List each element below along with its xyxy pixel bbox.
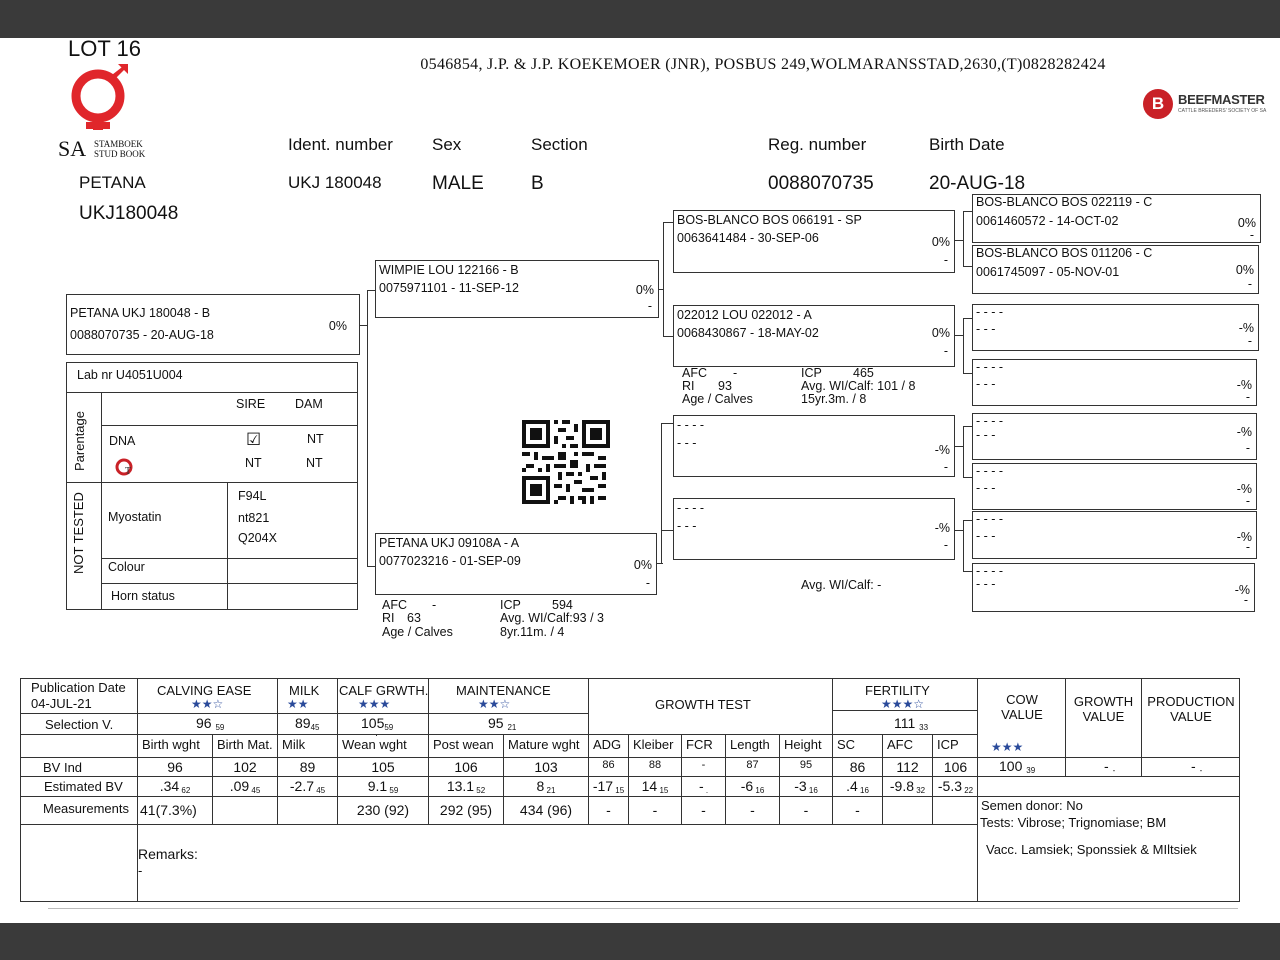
milk-stars: ★★ <box>287 697 309 711</box>
sire-sire-box: BOS-BLANCO BOS 066191 - SP 0063641484 - 30-SEP-06 0% - <box>673 210 955 273</box>
measurement-value-11: - <box>855 802 860 818</box>
sire-box: WIMPIE LOU 122166 - B 0075971101 - 11-SEP-12 0% - <box>375 260 659 318</box>
dam-icp-label: ICP <box>500 598 521 612</box>
maintenance-stars: ★★☆ <box>478 697 511 711</box>
sire-dam-afc-label: AFC <box>682 366 707 380</box>
semen-donor: Semen donor: No <box>981 798 1083 813</box>
bv-value-13: 106 <box>943 759 968 775</box>
dam-age-label: Age / Calves <box>382 625 453 639</box>
calving-ease-header: CALVING EASE <box>157 683 252 698</box>
selection-label: Selection V. <box>45 717 114 732</box>
sire-dam-ri-value: 93 <box>718 379 732 393</box>
ggp-box-4: - - - - - - - -% - <box>972 359 1257 406</box>
lot-number: LOT 16 <box>68 36 141 61</box>
cow-value-stars: ★★★ <box>991 740 1024 754</box>
ident-value: UKJ 180048 <box>288 173 382 192</box>
sex-value: MALE <box>432 173 484 194</box>
dam-afc-label: AFC <box>382 598 407 612</box>
footer-divider <box>48 908 1238 909</box>
animal-code: UKJ180048 <box>79 203 179 224</box>
col-header-9: Length <box>730 737 770 752</box>
beefmaster-logo-text: BEEFMASTER <box>1178 92 1265 107</box>
bv-value-0: 96 <box>167 759 183 775</box>
publication-date-value: 04-JUL-21 <box>31 696 92 711</box>
bv-ind-label: BV Ind <box>43 760 83 775</box>
beefmaster-logo-subtext: CATTLE BREEDERS' SOCIETY OF SA <box>1178 108 1267 114</box>
ident-label: Ident. number <box>288 135 393 154</box>
cow-value-header: COW VALUE <box>1001 692 1043 722</box>
bv-value-9: 87 <box>746 759 759 771</box>
dam-sire-box: - - - - - - - -% - <box>673 415 955 477</box>
ebv-value-6: -17 $_{15}$ <box>592 778 625 795</box>
ebv-value-10: -3 $_{16}$ <box>794 778 818 795</box>
maintenance-header: MAINTENANCE <box>456 683 551 698</box>
measurement-value-5: 434 (96) <box>519 802 573 818</box>
measurement-value-9: - <box>750 802 755 818</box>
ebv-value-7: 14 $_{15}$ <box>641 778 669 795</box>
measurement-value-7: - <box>652 802 658 818</box>
ebv-value-9: -6 $_{16}$ <box>740 778 765 795</box>
dam-icp-value: 594 <box>552 598 573 612</box>
myostatin-label: Myostatin <box>108 510 162 524</box>
reg-value: 0088070735 <box>768 173 874 194</box>
col-header-12: AFC <box>887 737 913 752</box>
reg-label: Reg. number <box>768 135 867 154</box>
col-header-4: Post wean <box>433 737 494 752</box>
qr-code-icon <box>522 420 610 504</box>
svg-text:T: T <box>125 466 132 477</box>
section-label: Section <box>531 135 588 154</box>
calving-ease-stars: ★★☆ <box>191 697 224 711</box>
gt-logo-icon <box>115 457 137 477</box>
sire-dam-ri-label: RI <box>682 379 695 393</box>
col-header-6: ADG <box>593 737 622 752</box>
remarks-value: - <box>138 863 143 878</box>
ebv-value-0: .34 $_{62}$ <box>159 778 191 795</box>
bv-value-10: 95 <box>799 759 813 771</box>
dam-dam-avg-wi: Avg. WI/Calf: - <box>801 578 882 592</box>
tests-text: Tests: Vibrose; Trignomiase; BM <box>980 815 1167 830</box>
myostatin-q204x: Q204X <box>238 531 277 545</box>
owner-line: 0546854, J.P. & J.P. KOEKEMOER (JNR), POSBUS 249,WOLMARANSSTAD,2630,(T)0828282424 <box>420 56 1106 73</box>
milk-header: MILK <box>289 683 320 698</box>
vaccination-text: Vacc. Lamsiek; Sponssiek & MIltsiek <box>986 842 1197 857</box>
sire-dam-age-value: 15yr.3m. / 8 <box>801 392 867 406</box>
ggp-box-6: - - - - - - - -% - <box>972 463 1257 510</box>
fertility-selection: 111 $_{33}$ <box>894 715 929 732</box>
gt-sire-value: NT <box>245 456 262 470</box>
dam-dam-box: - - - - - - - -% - <box>673 498 955 560</box>
not-tested-label: NOT TESTED <box>71 492 86 574</box>
ggp-box-8: - - - - - - - -% - <box>972 563 1255 612</box>
ebv-value-3: 9.1 $_{59}$ <box>367 778 399 795</box>
ggp-box-1: BOS-BLANCO BOS 022119 - C 0061460572 - 14-OCT-02 0% - <box>972 194 1261 243</box>
col-header-13: ICP <box>937 737 959 752</box>
col-header-7: Kleiber <box>633 737 674 752</box>
growth-value-header: GROWTH VALUE <box>1073 694 1134 724</box>
dam-box: PETANA UKJ 09108A - A 0077023216 - 01-SEP-09 0% - <box>375 533 657 595</box>
lab-sire-header: SIRE <box>236 397 266 411</box>
ebv-value-13: -5.3 $_{22}$ <box>937 778 974 795</box>
bv-value-12: 112 <box>896 759 919 775</box>
measurement-value-0: 41(7.3%) <box>140 802 197 818</box>
ebv-value-2: -2.7 $_{45}$ <box>289 778 326 795</box>
myostatin-nt821: nt821 <box>238 511 270 525</box>
bottom-bar <box>0 923 1280 960</box>
bv-value-8: - <box>701 759 706 771</box>
ggp-box-2: BOS-BLANCO BOS 011206 - C 0061745097 - 05-NOV-01 0% - <box>972 245 1259 294</box>
colour-label: Colour <box>108 560 145 574</box>
dam-ri-label: RI <box>382 611 395 625</box>
sire-dam-icp-value: 465 <box>853 366 874 380</box>
dna-sire-checkbox-icon: ☑ <box>246 430 262 449</box>
fertility-header: FERTILITY <box>865 683 930 698</box>
dam-ri-value: 63 <box>407 611 421 625</box>
sire-dam-box: 022012 LOU 022012 - A 0068430867 - 18-MAY-02 0% - <box>673 305 955 367</box>
estimated-bv-label: Estimated BV <box>44 779 123 794</box>
sa-logo-text: SA <box>58 136 87 161</box>
bv-value-5: 103 <box>534 759 558 775</box>
bv-value-1: 102 <box>233 759 257 775</box>
lab-number: Lab nr U4051U004 <box>77 368 183 382</box>
growth-test-header: GROWTH TEST <box>655 697 751 712</box>
dam-afc-value: - <box>432 598 437 612</box>
calf-growth-selection: $105_{59}$ <box>361 715 394 732</box>
ebv-value-11: .4 $_{16}$ <box>846 778 869 795</box>
horn-status-label: Horn status <box>111 589 175 603</box>
col-header-11: SC <box>837 737 856 752</box>
dam-age-value: 8yr.11m. / 4 <box>500 625 565 639</box>
bv-growth-value: - $_-$ <box>1104 758 1116 775</box>
col-header-5: Mature wght <box>508 737 580 752</box>
col-header-2: Milk <box>282 737 306 752</box>
col-header-0: Birth wght <box>142 737 200 752</box>
sire-dam-age-label: Age / Calves <box>682 392 753 406</box>
sa-logo-subtext: STAMBOEK STUD BOOK <box>94 139 146 159</box>
gt-dam-value: NT <box>306 456 323 470</box>
calf-growth-stars: ★★★ <box>358 697 391 711</box>
maintenance-selection: 95 $_{21}$ <box>488 715 517 732</box>
dna-label: DNA <box>109 434 136 448</box>
animal-name: PETANA <box>79 173 146 192</box>
ggp-box-3: - - - - - - - -% - <box>972 304 1259 351</box>
bv-value-11: 86 <box>849 759 866 775</box>
measurement-value-4: 292 (95) <box>439 802 493 818</box>
sa-stud-book-logo-icon <box>68 64 132 136</box>
remarks-label: Remarks: <box>138 846 198 862</box>
measurement-value-6: - <box>606 802 611 818</box>
measurement-value-10: - <box>803 802 809 818</box>
parentage-label: Parentage <box>72 411 87 471</box>
bv-value-2: 89 <box>299 759 316 775</box>
col-header-3: Wean wght <box>342 737 407 752</box>
fertility-stars: ★★★☆ <box>881 697 925 711</box>
dam-avg-wi: Avg. WI/Calf:93 / 3 <box>500 611 604 625</box>
measurement-value-8: - <box>701 802 706 818</box>
bv-production-value: - $_-$ <box>1191 758 1203 775</box>
subject-box: PETANA UKJ 180048 - B 0088070735 - 20-AUG-18 0% <box>66 294 360 355</box>
publication-date-label: Publication Date <box>31 680 126 695</box>
birth-label: Birth Date <box>929 135 1005 154</box>
col-header-10: Height <box>784 737 822 752</box>
bv-value-4: 106 <box>454 759 478 775</box>
beefmaster-logo-icon: B <box>1143 89 1173 119</box>
lab-dam-header: DAM <box>295 397 323 411</box>
ggp-box-5: - - - - - - - -% - <box>972 413 1257 460</box>
measurements-label: Measurements <box>43 801 129 816</box>
col-header-1: Birth Mat. <box>217 737 273 752</box>
measurement-value-3: 230 (92) <box>356 802 410 818</box>
production-value-header: PRODUCTION VALUE <box>1147 694 1235 724</box>
ebv-value-5: 8 $_{21}$ <box>536 778 556 795</box>
birth-value: 20-AUG-18 <box>929 173 1026 194</box>
sire-dam-avg-wi: Avg. WI/Calf: 101 / 8 <box>801 379 916 393</box>
sire-dam-afc-value: - <box>733 366 738 380</box>
section-value: B <box>531 173 544 194</box>
dna-dam-value: NT <box>307 432 324 446</box>
sire-dam-icp-label: ICP <box>801 366 822 380</box>
ebv-value-4: 13.1 $_{52}$ <box>446 778 486 795</box>
bv-value-3: 105 <box>371 759 395 775</box>
myostatin-f94l: F94L <box>238 489 267 503</box>
col-header-8: FCR <box>686 737 713 752</box>
sex-label: Sex <box>432 135 462 154</box>
ebv-value-1: .09 $_{45}$ <box>229 778 261 795</box>
ebv-value-8: - $_.$ <box>698 778 709 795</box>
bv-value-6: 86 <box>602 759 615 771</box>
ggp-box-7: - - - - - - - -% - <box>972 511 1257 559</box>
ebv-value-12: -9.8 $_{32}$ <box>889 778 926 795</box>
calf-growth-header: CALF GRWTH. <box>339 683 429 698</box>
calving-ease-selection: 96 $_{59}$ <box>196 715 225 732</box>
milk-selection: $89_{45}$ <box>295 715 320 732</box>
bv-value-7: 88 <box>648 759 662 771</box>
bv-cow-value: 100 $_{39}$ <box>999 758 1036 775</box>
top-bar <box>0 0 1280 38</box>
